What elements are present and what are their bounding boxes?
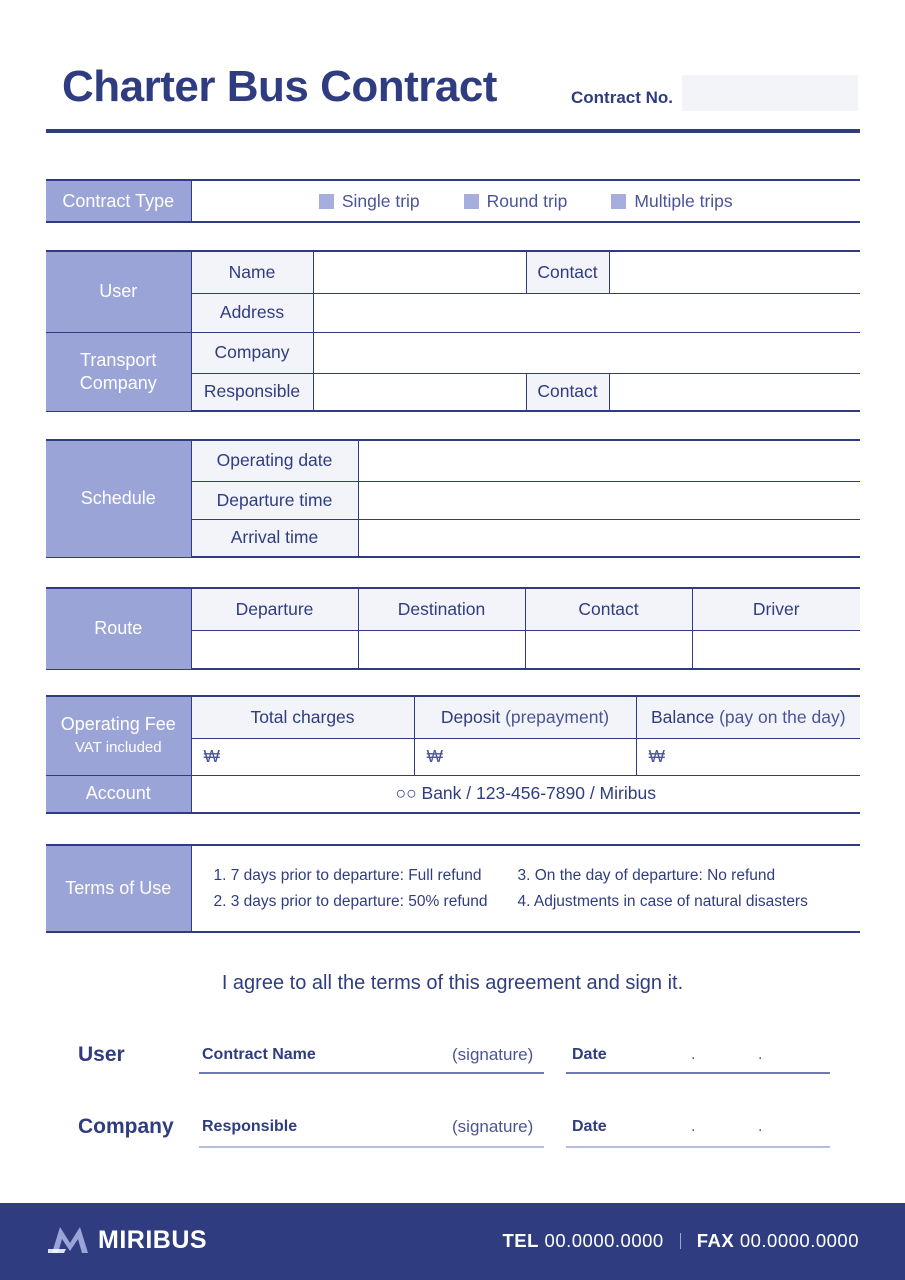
contact-divider bbox=[680, 1233, 681, 1249]
date-separator: . bbox=[691, 1046, 696, 1063]
user-label: User bbox=[46, 251, 191, 332]
tel-number: 00.0000.0000 bbox=[544, 1230, 664, 1251]
date-separator: . bbox=[691, 1118, 696, 1135]
route-label: Route bbox=[46, 588, 191, 669]
company-signature-line[interactable] bbox=[199, 1146, 544, 1148]
user-name-field[interactable] bbox=[313, 251, 526, 293]
deposit-header: Deposit (prepayment) bbox=[414, 696, 636, 738]
account-label: Account bbox=[46, 775, 191, 813]
arrival-time-label: Arrival time bbox=[191, 519, 358, 557]
user-contact-label: Contact bbox=[526, 251, 609, 293]
checkbox-icon[interactable] bbox=[464, 194, 479, 209]
route-driver-header: Driver bbox=[692, 588, 860, 630]
contract-type-options bbox=[191, 180, 860, 222]
title-divider bbox=[46, 129, 860, 133]
currency-symbol: ₩ bbox=[426, 746, 444, 766]
balance-field[interactable] bbox=[636, 738, 860, 775]
checkbox-icon[interactable] bbox=[611, 194, 626, 209]
contract-no-label: Contract No. bbox=[571, 88, 673, 107]
account-value: ○○ Bank / 123-456-7890 / Miribus bbox=[191, 775, 860, 813]
user-date-label: Date bbox=[572, 1046, 607, 1063]
route-contact-header: Contact bbox=[525, 588, 692, 630]
address-label: Address bbox=[191, 293, 313, 332]
term-item: 1. 7 days prior to departure: Full refund bbox=[213, 866, 482, 884]
route-destination-header: Destination bbox=[358, 588, 525, 630]
currency-symbol: ₩ bbox=[648, 746, 666, 766]
logo-m-icon bbox=[48, 1223, 94, 1257]
terms-table bbox=[46, 844, 860, 933]
contract-name-label: Contract Name bbox=[202, 1046, 316, 1063]
balance-header: Balance (pay on the day) bbox=[636, 696, 860, 738]
total-charges-header: Total charges bbox=[191, 696, 414, 738]
option-round-trip[interactable]: Round trip bbox=[464, 191, 568, 212]
user-address-field[interactable] bbox=[313, 293, 860, 332]
brand-name: MIRIBUS bbox=[98, 1225, 208, 1254]
total-charges-field[interactable] bbox=[191, 738, 414, 775]
route-contact-field[interactable] bbox=[525, 630, 692, 669]
signature-user-label: User bbox=[78, 1043, 125, 1066]
name-label: Name bbox=[191, 251, 313, 293]
transport-company-label: Transport Company bbox=[46, 332, 191, 411]
contract-type-table bbox=[46, 179, 860, 223]
option-multiple-trips[interactable]: Multiple trips bbox=[611, 191, 732, 212]
contract-no-input[interactable] bbox=[682, 75, 858, 111]
date-separator: . bbox=[758, 1118, 763, 1135]
company-date-label: Date bbox=[572, 1118, 607, 1135]
contact-info bbox=[502, 1230, 859, 1252]
date-separator: . bbox=[758, 1046, 763, 1063]
company-contact-field[interactable] bbox=[609, 373, 860, 411]
contract-type-label: Contract Type bbox=[46, 180, 191, 222]
signature-company-label: Company bbox=[78, 1115, 174, 1138]
signature-hint: (signature) bbox=[452, 1045, 534, 1064]
currency-symbol: ₩ bbox=[203, 746, 221, 766]
term-item: 2. 3 days prior to departure: 50% refund bbox=[213, 892, 488, 910]
term-item: 3. On the day of departure: No refund bbox=[517, 866, 776, 884]
fax-label: FAX bbox=[696, 1230, 735, 1251]
vat-included-note: VAT included bbox=[74, 738, 162, 756]
responsible-field[interactable] bbox=[313, 373, 526, 411]
arrival-time-field[interactable] bbox=[358, 519, 860, 557]
terms-label: Terms of Use bbox=[46, 845, 191, 932]
schedule-label: Schedule bbox=[46, 440, 191, 557]
responsible-sign-label: Responsible bbox=[202, 1118, 298, 1135]
user-signature-line[interactable] bbox=[199, 1072, 544, 1074]
footer bbox=[0, 1203, 905, 1280]
company-date-line[interactable] bbox=[566, 1146, 830, 1148]
terms-content bbox=[191, 845, 860, 932]
operating-date-label: Operating date bbox=[191, 440, 358, 481]
operating-date-field[interactable] bbox=[358, 440, 860, 481]
agreement-statement: I agree to all the terms of this agreement and sign it. bbox=[221, 972, 684, 994]
company-field[interactable] bbox=[313, 332, 860, 373]
company-label: Company bbox=[191, 332, 313, 373]
route-driver-field[interactable] bbox=[692, 630, 860, 669]
schedule-table bbox=[46, 439, 860, 558]
route-table bbox=[46, 587, 860, 670]
option-single-trip[interactable]: Single trip bbox=[319, 191, 420, 212]
parties-table bbox=[46, 250, 860, 412]
page-title: Charter Bus Contract bbox=[62, 62, 497, 111]
route-destination-field[interactable] bbox=[358, 630, 525, 669]
route-departure-field[interactable] bbox=[191, 630, 358, 669]
operating-fee-title: Operating Fee bbox=[60, 713, 176, 734]
fax-number: 00.0000.0000 bbox=[739, 1230, 859, 1251]
user-contact-field[interactable] bbox=[609, 251, 860, 293]
signature-hint: (signature) bbox=[452, 1117, 534, 1136]
operating-fee-label bbox=[46, 696, 191, 775]
responsible-label: Responsible bbox=[191, 373, 313, 411]
term-item: 4. Adjustments in case of natural disasters bbox=[517, 892, 808, 910]
route-departure-header: Departure bbox=[191, 588, 358, 630]
fee-table bbox=[46, 695, 860, 814]
departure-time-label: Departure time bbox=[191, 481, 358, 519]
departure-time-field[interactable] bbox=[358, 481, 860, 519]
checkbox-icon[interactable] bbox=[319, 194, 334, 209]
tel-label: TEL bbox=[502, 1230, 539, 1251]
company-contact-label: Contact bbox=[526, 373, 609, 411]
user-date-line[interactable] bbox=[566, 1072, 830, 1074]
brand-logo bbox=[48, 1223, 207, 1257]
deposit-field[interactable] bbox=[414, 738, 636, 775]
